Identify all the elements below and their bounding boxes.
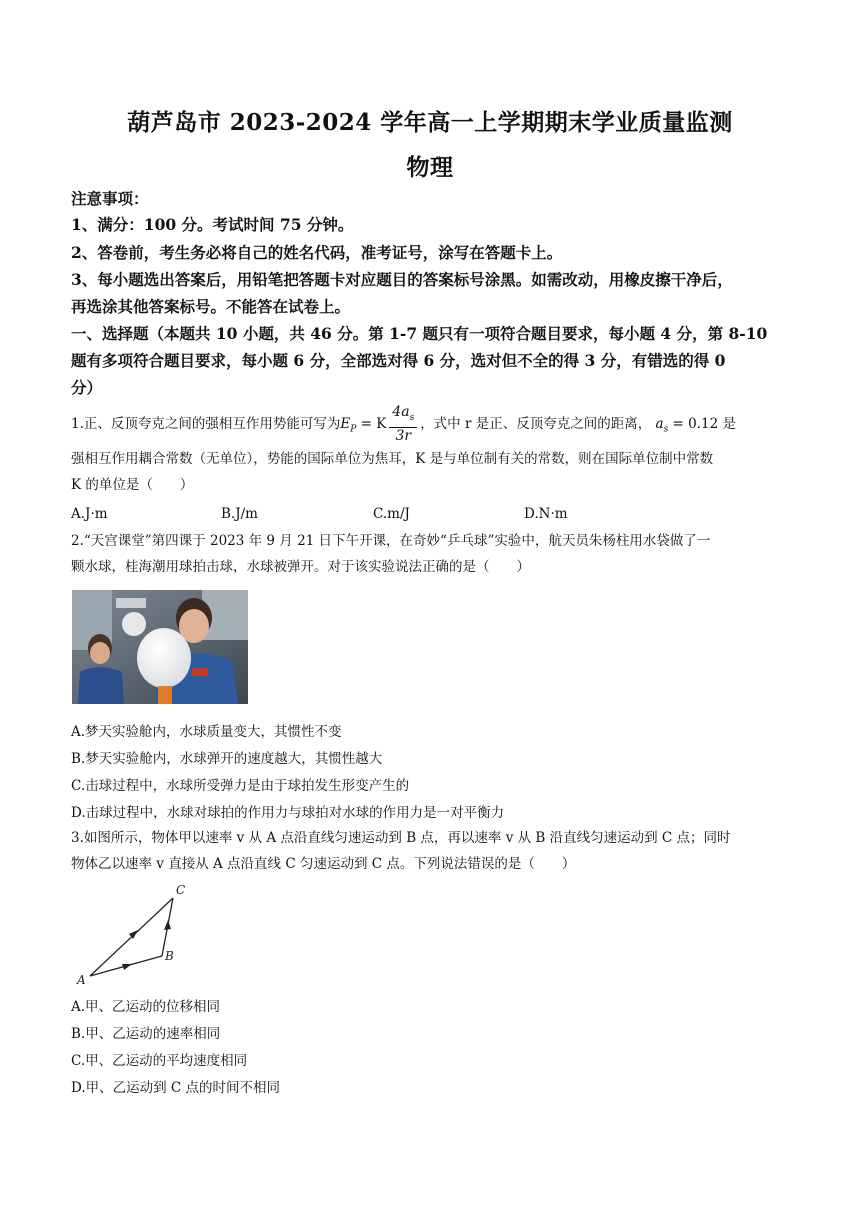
- q2-option-d: D.击球过程中，水球对球拍的作用力与球拍对水球的作用力是一对平衡力: [71, 805, 505, 821]
- q2-option-a: A.梦天实验舱内，水球质量变大，其惯性不变: [71, 724, 342, 740]
- q3-option-d: D.甲、乙运动到 C 点的时间不相同: [71, 1080, 281, 1096]
- q1-line-3: K 的单位是（ ）: [71, 477, 194, 493]
- notice-heading: 注意事项：: [71, 189, 149, 208]
- q1-lead: 1.正、反顶夸克之间的强相互作用势能可写为: [71, 415, 341, 432]
- q1-fraction-num-sub: s: [409, 412, 415, 423]
- q3-option-b: B.甲、乙运动的速率相同: [71, 1026, 221, 1042]
- q2-option-c: C.击球过程中，水球所受弹力是由于球拍发生形变产生的: [71, 778, 410, 794]
- q1-formula-sub: P: [350, 424, 357, 435]
- q1-fraction: [389, 404, 417, 445]
- notice-item-3: 3、每小题选出答案后，用铅笔把答题卡对应题目的答案标号涂黑。如需改动，用橡皮擦干净后，: [71, 270, 733, 289]
- q1-fraction-den: 3r: [395, 427, 412, 444]
- q1-as-label: a: [655, 415, 664, 432]
- q1-as-sub: s: [663, 424, 669, 435]
- q1-option-a: A.J·m: [71, 506, 108, 522]
- q1-formula-eq: = K: [356, 415, 387, 432]
- q1-mid: ，式中 r 是正、反顶夸克之间的距离，: [420, 415, 652, 432]
- notice-item-1: 1、满分：100 分。考试时间 75 分钟。: [71, 215, 354, 234]
- q1-fraction-num: 4a: [392, 404, 410, 420]
- subject-title: 物理: [406, 154, 454, 181]
- notice-item-2: 2、答卷前，考生务必将自己的姓名代码，准考证号，涂写在答题卡上。: [71, 243, 563, 262]
- q3-line-2: 物体乙以速率 v 直接从 A 点沿直线 C 匀速运动到 C 点。下列说法错误的是（ ）: [71, 856, 576, 872]
- section1-line-3: 分）: [71, 378, 103, 397]
- q1-option-b: B.J/m: [221, 506, 258, 522]
- point-c-label: C: [176, 883, 186, 897]
- arrow-bc-icon: [164, 920, 171, 930]
- arrow-ab-icon: [122, 964, 132, 970]
- q2-line-2: 颗水球，桂海潮用球拍击球，水球被弹开。对于该实验说法正确的是（ ）: [71, 559, 530, 575]
- motion-path-diagram: [72, 880, 192, 990]
- q1-formula-lhs: E: [340, 415, 351, 432]
- point-b-label: B: [165, 949, 174, 963]
- q2-line-1: 2.“天宫课堂”第四课于 2023 年 9 月 21 日下午开课，在奇妙“乒乓球”实验中，航天员朱杨柱用水袋做了一: [71, 533, 711, 549]
- q1-line-1: [71, 404, 793, 448]
- section1-line-2: 题有多项符合题目要求，每小题 6 分，全部选对得 6 分，选对但不全的得 3 分，有错选的得 0: [71, 351, 726, 370]
- section1-line-1: 一、选择题（本题共 10 小题，共 46 分。第 1-7 题只有一项符合题目要求，每小题 4 分，第 8-10: [71, 324, 768, 343]
- exam-title: 葫芦岛市 2023-2024 学年高一上学期期末学业质量监测: [127, 109, 733, 136]
- q2-option-b: B.梦天实验舱内，水球弹开的速度越大，其惯性越大: [71, 751, 383, 767]
- q3-option-a: A.甲、乙运动的位移相同: [71, 999, 221, 1015]
- q1-option-c: C.m/J: [373, 506, 410, 522]
- q1-as-value: = 0.12 是: [668, 415, 736, 432]
- q1-line-2: 强相互作用耦合常数（无单位），势能的国际单位为焦耳，K 是与单位制有关的常数，则在国际单位制中常数: [71, 451, 714, 467]
- notice-item-3-cont: 再选涂其他答案标号。不能答在试卷上。: [71, 297, 351, 316]
- point-a-label: A: [77, 973, 86, 987]
- q3-option-c: C.甲、乙运动的平均速度相同: [71, 1053, 248, 1069]
- q1-option-d: D.N·m: [524, 506, 568, 522]
- tiangong-classroom-photo: [72, 590, 248, 704]
- q3-line-1: 3.如图所示，物体甲以速率 v 从 A 点沿直线匀速运动到 B 点，再以速率 v 从 B 沿直线匀速运动到 C 点；同时: [71, 830, 731, 846]
